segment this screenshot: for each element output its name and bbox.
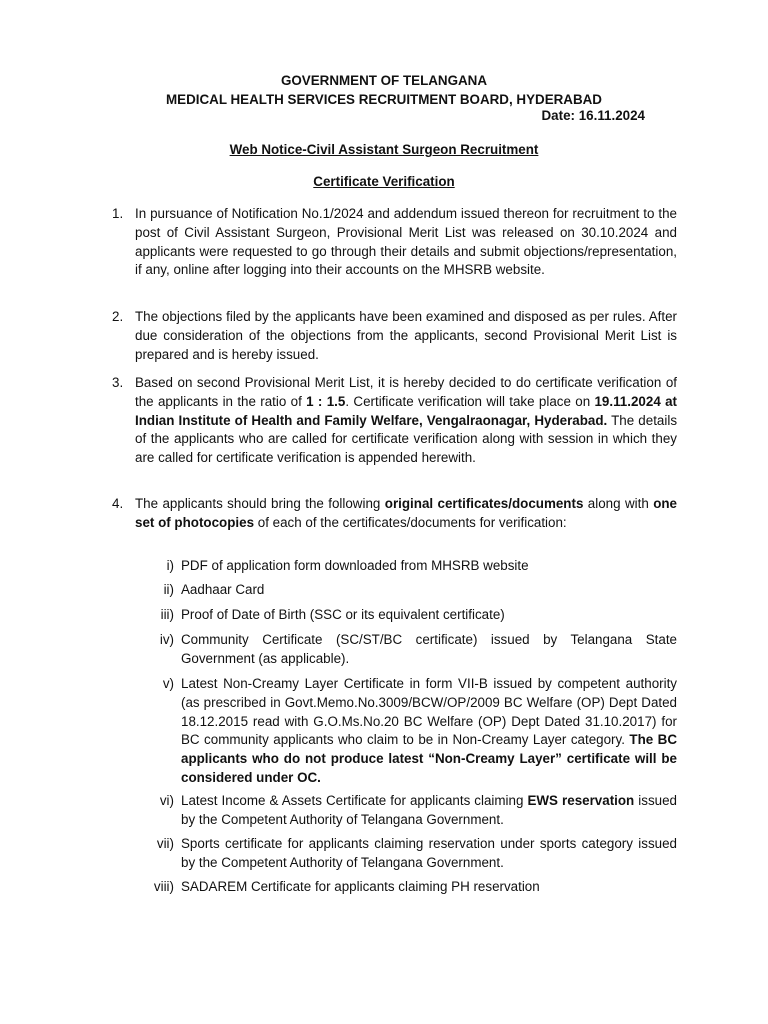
originals-text: original certificates/documents xyxy=(384,496,584,511)
subitem-ii: Aadhaar Card xyxy=(181,582,265,597)
subitem-v xyxy=(181,675,677,788)
subitem-viii: SADAREM Certificate for applicants claiming PH reservation xyxy=(181,879,540,894)
item-number: 4. xyxy=(112,496,124,511)
subitem-vi-text: Latest Income & Assets Certificate for applicants claiming xyxy=(181,793,528,808)
paragraph-2: The objections filed by the applicants have been examined and disposed as per rules. After due consideration of the objections from the applicants, second Provisional Merit List is prepared and is hereby issued. xyxy=(135,309,677,362)
notice-subtitle-text: Certificate Verification xyxy=(313,174,455,189)
paragraph-3-text: . Certificate verification will take place on xyxy=(345,393,595,409)
paragraph-4-text: along with xyxy=(583,496,654,511)
subitem-i: PDF of application form downloaded from MHSRB website xyxy=(181,558,529,573)
bc-warning-text: The BC applicants who do not produce latest “Non-Creamy Layer” certificate will be considered under OC. xyxy=(181,732,677,785)
paragraph-3-text: Based on second Provisional Merit List, it is hereby decided to do certificate verification of the applicants in the ratio of xyxy=(135,375,677,409)
item-number: 3. xyxy=(112,375,124,390)
notice-subtitle xyxy=(0,174,768,189)
paragraph-3 xyxy=(135,374,677,468)
paragraph-4 xyxy=(135,495,677,533)
subitem-vii: Sports certificate for applicants claiming reservation under sports category issued by the Competent Authority of Telangana Government. xyxy=(181,836,677,870)
paragraph-4-text: The applicants should bring the following xyxy=(135,496,385,511)
subitem-vi xyxy=(181,792,677,830)
subitem-iv: Community Certificate (SC/ST/BC certificate) issued by Telangana State Government (as applicable). xyxy=(181,632,677,666)
subitem-number: ii) xyxy=(163,582,174,597)
subitem-number: vi) xyxy=(159,793,174,808)
notice-title xyxy=(0,142,768,157)
photocopies-text: one set of photocopies xyxy=(135,496,677,530)
item-number: 1. xyxy=(112,206,124,221)
notice-title-text: Web Notice-Civil Assistant Surgeon Recruitment xyxy=(229,142,539,157)
notice-date: Date: 16.11.2024 xyxy=(541,108,645,123)
subitem-v-text: Latest Non-Creamy Layer Certificate in form VII-B issued by competent authority (as prescribed in Govt.Memo.No.3009/BCW/OP/2009 BC Welfare (OP) Dept Dated 18.12.2015 read with G.O.Ms.No.20 BC Welfare (OP) Dept Dated 31.10.2017) for BC community applicants who claim to be in Non-Creamy Layer category. xyxy=(181,676,677,748)
subitem-iii: Proof of Date of Birth (SSC or its equivalent certificate) xyxy=(181,607,505,622)
ratio-text: 1 : 1.5 xyxy=(306,393,346,409)
paragraph-3-text: The details of the applicants who are called for certificate verification along with session in which they are called for certificate verification is appended herewith. xyxy=(135,412,678,466)
ews-text: EWS reservation xyxy=(527,793,635,808)
header-line-1: GOVERNMENT OF TELANGANA xyxy=(280,73,488,88)
header-line-2: MEDICAL HEALTH SERVICES RECRUITMENT BOARD, HYDERABAD xyxy=(166,92,602,107)
venue-text: 19.11.2024 at Indian Institute of Health and Family Welfare, Vengalraonagar, Hyderabad. xyxy=(135,393,678,428)
subitem-number: iii) xyxy=(160,607,174,622)
subitem-number: v) xyxy=(162,676,174,691)
paragraph-1: In pursuance of Notification No.1/2024 and addendum issued thereon for recruitment to the post of Civil Assistant Surgeon, Provisional Merit List was released on 30.10.2024 and applicants were requested to go through their details and submit objections/representation, if any, online after logging into their accounts on the MHSRB website. xyxy=(135,206,677,278)
subitem-number: i) xyxy=(166,558,174,573)
paragraph-4-text: of each of the certificates/documents for verification: xyxy=(254,514,567,530)
item-number: 2. xyxy=(112,309,124,324)
subitem-number: viii) xyxy=(153,879,174,894)
subitem-number: vii) xyxy=(156,836,174,851)
subitem-vi-text: issued by the Competent Authority of Telangana Government. xyxy=(181,793,677,827)
subitem-number: iv) xyxy=(159,632,174,647)
